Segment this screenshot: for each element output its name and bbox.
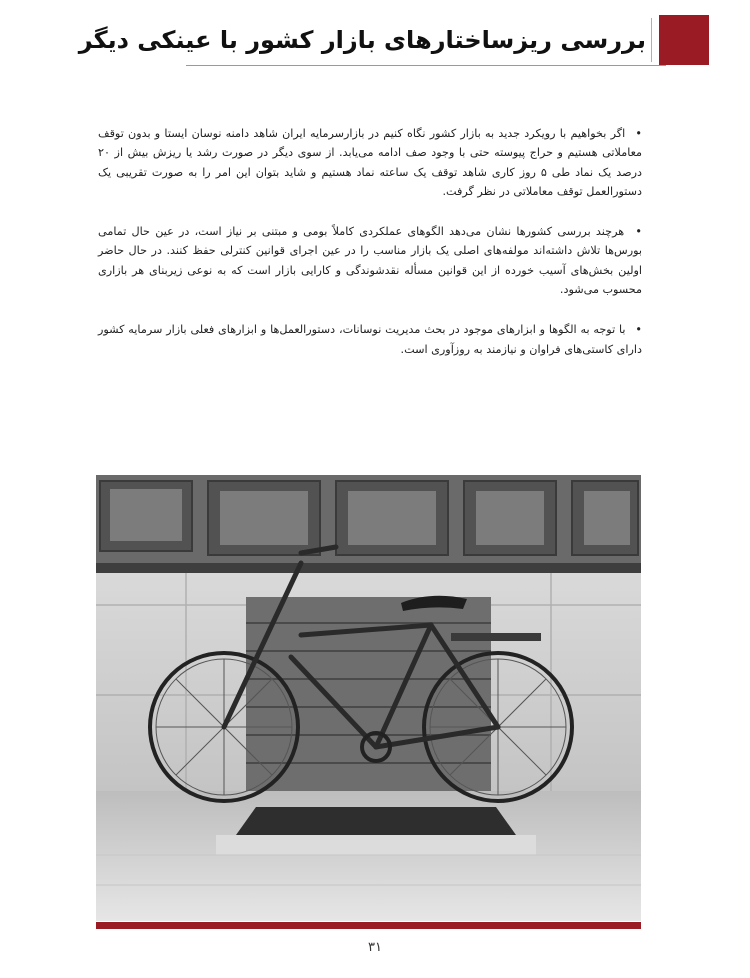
paragraph-text: با توجه به الگوها و ابزارهای موجود در بحث مدیریت نوسانات، دستورالعمل‌ها و ابزارهای فعلی بازار سرمایه کشور دارای کاستی‌های فراوان و نیازمند به روزآوری است. <box>98 323 642 356</box>
bullet-icon: • <box>635 225 642 239</box>
photo-accent-bar <box>96 922 641 929</box>
bullet-icon: • <box>635 127 643 140</box>
bicycle-photo <box>96 475 641 921</box>
header-accent-block <box>659 15 709 65</box>
paragraph-text: هرچند بررسی کشورها نشان می‌دهد الگوهای عملکردی کاملاً بومی و مبتنی بر نیاز است، در عین حال تمامی بورس‌ها تلاش داشته‌اند مولفه‌های اصلی یک بازار مناسب را در عین اجرای قوانین کنترلی حفظ کنند. در حال حاضر اولین بخش‌های آسیب خورده از این قوانین مسأله نقدشوندگی و کارایی بازار است که به نوعی زیربنای هر بازاری محسوب می‌شود. <box>98 225 642 297</box>
paragraph <box>98 320 642 359</box>
article-body <box>98 124 642 380</box>
page-number: ۳۱ <box>368 940 382 955</box>
paragraph <box>98 222 642 299</box>
paragraph <box>98 124 642 201</box>
paragraph-text: اگر بخواهیم با رویکرد جدید به بازار کشور نگاه کنیم در بازارسرمایه ایران شاهد دامنه نوسان ایستا و بدون توقف معاملاتی هستیم و حراج پیوسته حتی با وجود صف ادامه می‌یابد. از سوی دیگر در صورت رشد یا ریزش بیش از ۲۰ درصد یک نماد طی ۵ روز کاری شاهد توقف یک ساعته نماد هستیم و شاید بتوان این امر را به صورت تقریبی یک دستورالعمل توقف معاملاتی در نظر گرفت. <box>98 127 643 198</box>
page-title: بررسی ریزساختارهای بازار کشور با عینکی دیگر <box>78 26 646 54</box>
header-divider <box>651 18 652 62</box>
bullet-icon: • <box>635 323 642 337</box>
header-underline <box>186 65 666 66</box>
